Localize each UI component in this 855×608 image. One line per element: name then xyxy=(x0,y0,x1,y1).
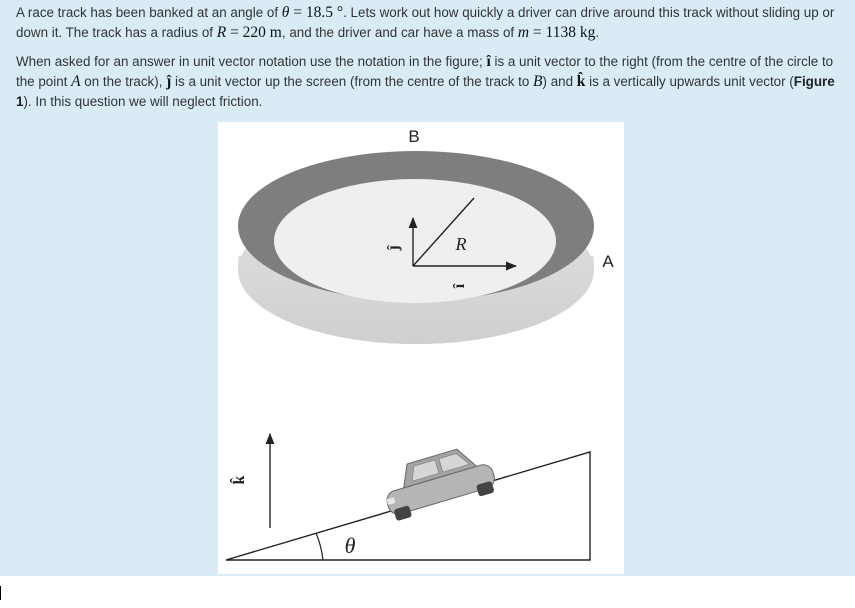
math-k-hat: k̂ xyxy=(576,73,586,90)
question-text: A race track has been banked at an angle of xyxy=(16,5,282,20)
math-theta: θ xyxy=(281,4,290,21)
question-text: ) and xyxy=(542,74,577,89)
question-text: on the track), xyxy=(80,74,167,89)
text-cursor xyxy=(0,586,1,600)
track-infield xyxy=(274,179,556,303)
question-text: ). In this question we will neglect friction. xyxy=(23,94,263,109)
label-a: A xyxy=(602,252,614,271)
question-text: is a vertically upwards unit vector ( xyxy=(585,74,794,89)
question-text: . xyxy=(595,25,600,40)
label-k: k̂ xyxy=(231,475,248,485)
math-r: R xyxy=(216,24,227,41)
math-j-hat: ĵ xyxy=(166,73,172,90)
label-b: B xyxy=(408,127,420,146)
math-radius-value: = 220 m xyxy=(226,24,282,41)
question-text: is a unit vector to the right (from the centre of the circle to the point xyxy=(16,54,834,89)
label-theta: θ xyxy=(344,533,356,558)
math-m: m xyxy=(517,24,530,41)
label-j: ĵ xyxy=(385,245,402,251)
figure-reference: Figure 1 xyxy=(16,74,835,109)
question-text: When asked for an answer in unit vector notation use the notation in the figure; xyxy=(16,54,487,69)
label-i: î xyxy=(451,283,468,289)
figure-svg xyxy=(218,122,624,574)
math-a: A xyxy=(71,73,81,90)
question-text: . Lets work out how quickly a driver can drive around this track without sliding up or down it. The track has a radius of xyxy=(16,5,835,40)
question-text: , and the driver and car have a mass of xyxy=(281,25,518,40)
question-text: is a unit vector up the screen (from the centre of the track to xyxy=(171,74,534,89)
math-b: B xyxy=(533,73,543,90)
math-mass-value: = 1138 kg xyxy=(529,24,596,41)
question-paragraph-2 xyxy=(16,52,841,112)
question-paragraph-1 xyxy=(16,3,841,43)
figure-1 xyxy=(218,122,624,574)
math-i-hat: î xyxy=(486,53,491,70)
math-angle-value: = 18.5 ° xyxy=(289,4,344,21)
label-r: R xyxy=(455,234,467,254)
